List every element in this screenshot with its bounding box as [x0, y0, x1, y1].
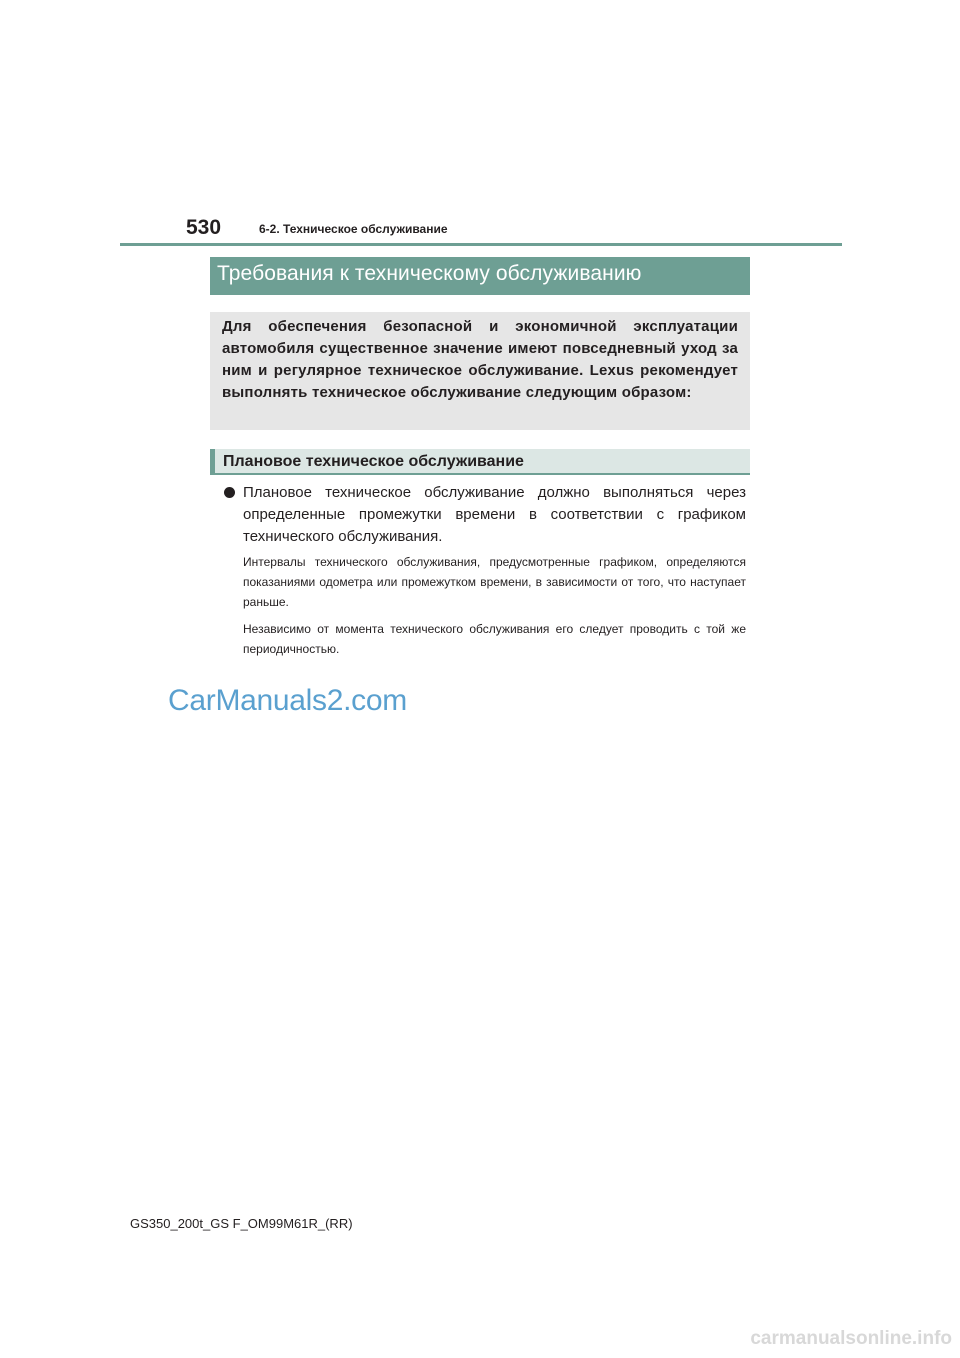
bullet-circle-icon: [224, 487, 235, 498]
section-heading-bar: [210, 449, 750, 475]
note-paragraph: Независимо от момента технического обслуживания его следует проводить с той же периодичностью.: [243, 622, 746, 656]
intro-box: [210, 312, 750, 430]
footer-document-code: GS350_200t_GS F_OM99M61R_(RR): [130, 1216, 353, 1231]
title-bar: [210, 257, 750, 295]
footer-site-watermark: carmanualsonline.info: [750, 1328, 952, 1349]
bullet-text: Плановое техническое обслуживание должно выполняться через определенные промежутки времени в соответствии с графиком технического обслуживания.: [243, 484, 746, 545]
page-number: 530: [186, 216, 222, 239]
page-title: Требования к техническому обслуживанию: [217, 262, 642, 285]
section-heading-accent: [210, 449, 215, 475]
watermark-logo: CarManuals2.com: [168, 684, 407, 717]
header-divider: [120, 243, 842, 246]
section-heading: Плановое техническое обслуживание: [223, 453, 524, 470]
note-paragraph: Интервалы технического обслуживания, предусмотренные графиком, определяются показаниями одометра или промежутком времени, в зависимости от того, что наступает раньше.: [243, 555, 746, 609]
section-label: 6-2. Техническое обслуживание: [259, 222, 448, 236]
section-heading-rule: [210, 473, 750, 475]
intro-text: Для обеспечения безопасной и экономичной эксплуатации автомобиля существенное значение имеют повседневный уход за ним и регулярное техническое обслуживание. Lexus рекомендует выполнять техническое обслуживание следующим образом:: [222, 318, 738, 401]
page-header: [120, 212, 842, 248]
